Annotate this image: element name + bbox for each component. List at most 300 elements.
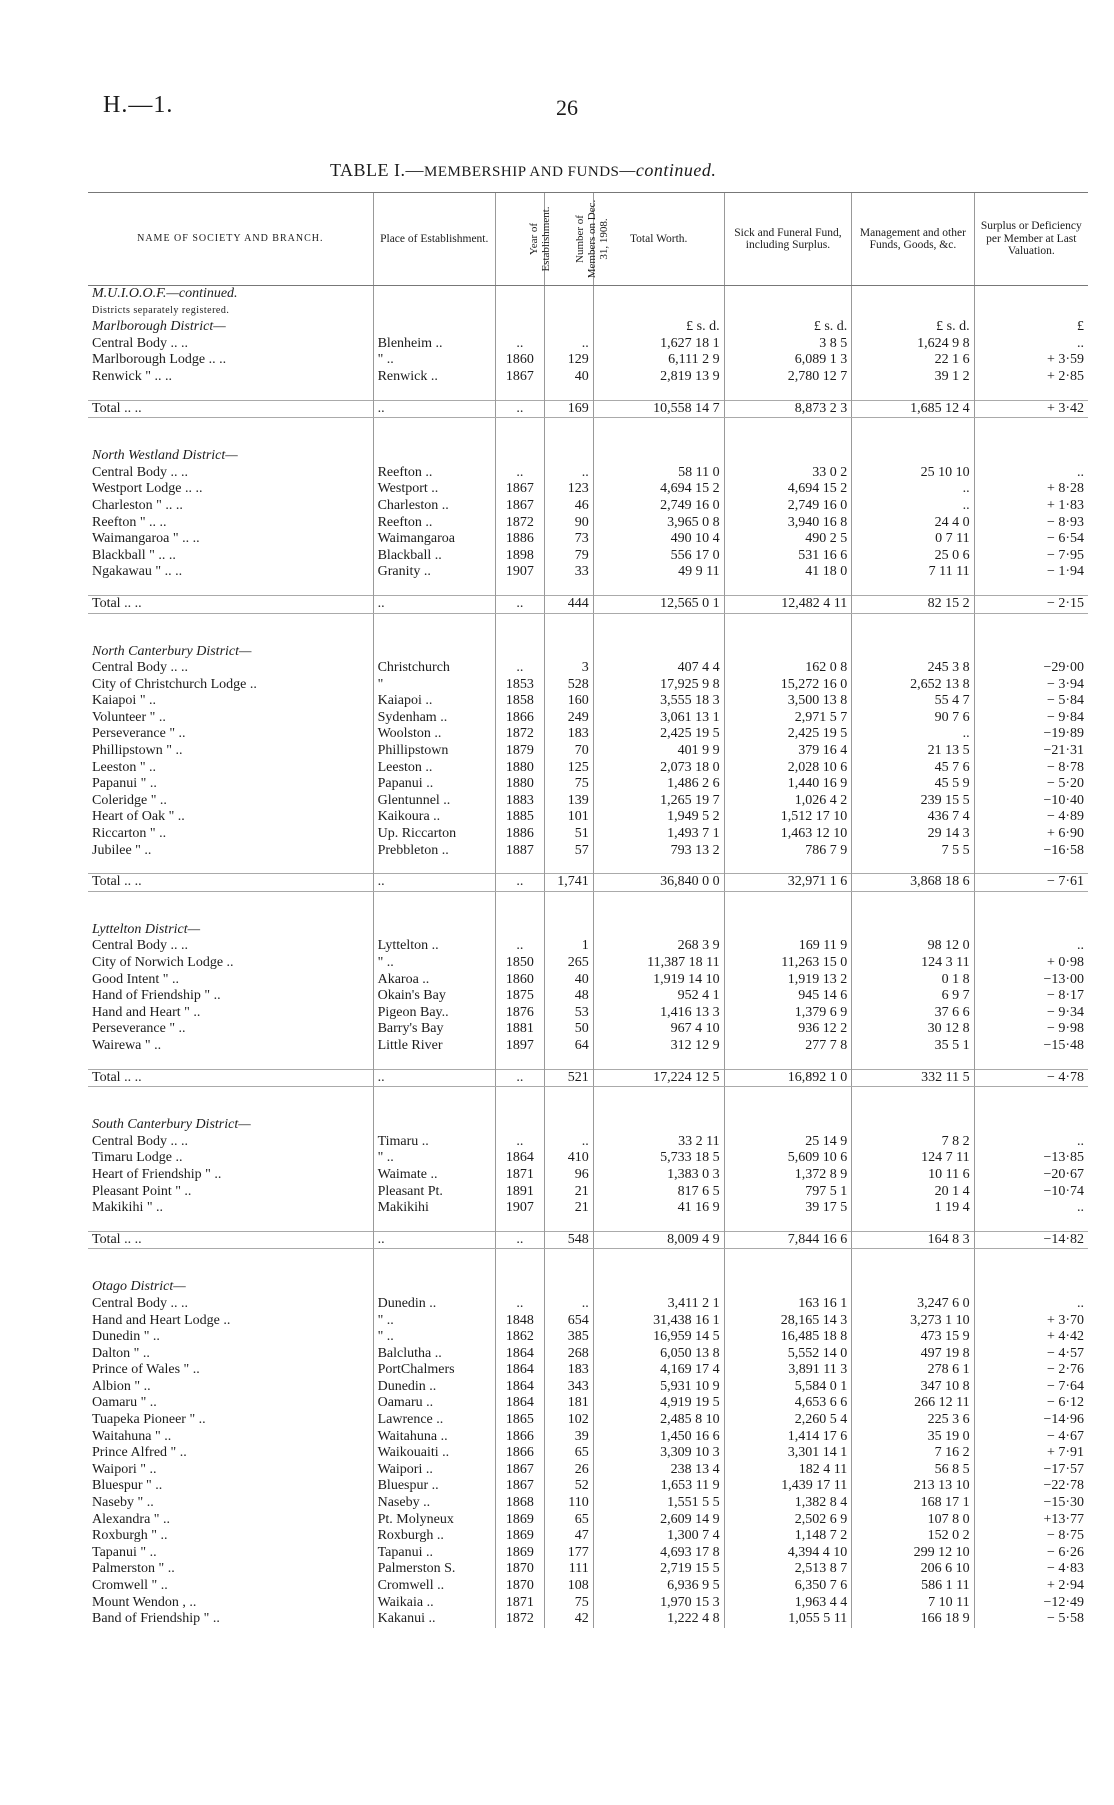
cell-members: 57 [544,843,593,860]
cell-place [373,581,495,596]
cell-worth: 1,265 19 7 [593,793,724,810]
total-row [88,595,1088,613]
cell-worth: 33 2 11 [593,1134,724,1151]
cell-name [88,1249,373,1280]
cell-name: Hand and Heart Lodge .. [92,1312,231,1328]
table-row [88,1134,1088,1151]
cell-mgmt: 347 10 8 [852,1379,974,1396]
cell-mgmt: 3,273 1 10 [852,1313,974,1330]
cell-mgmt: 56 8 5 [852,1462,974,1479]
cell-name: Band of Friendship " .. [92,1611,220,1627]
cell-members: 1 [544,938,593,955]
cell-worth: 4,693 17 8 [593,1545,724,1562]
cell-year: 1897 [495,1038,544,1055]
cell-sick: 162 0 8 [724,660,852,677]
cell-name: Hand and Heart " .. [92,1004,201,1020]
cell-sick [724,1117,852,1134]
cell-worth [593,1279,724,1296]
cell-members: 110 [544,1495,593,1512]
table-row [88,465,1088,482]
cell-sick: 3,500 13 8 [724,693,852,710]
cell-place: Dunedin .. [373,1296,495,1313]
cell-surplus: −17·57 [974,1462,1088,1479]
cell-sick: 786 7 9 [724,843,852,860]
cell-year: 1869 [495,1545,544,1562]
cell-sick [724,1055,852,1070]
cell-members: 177 [544,1545,593,1562]
cell-place: " .. [373,1313,495,1330]
cell-worth: 3,309 10 3 [593,1445,724,1462]
header-year [495,193,552,286]
district-heading-row [88,303,1088,320]
table-row [88,531,1088,548]
cell-mgmt: 2,652 13 8 [852,677,974,694]
table-row [88,1038,1088,1055]
header-row [88,193,1088,286]
cell-place [373,1087,495,1118]
cell-members: 521 [544,1069,593,1087]
table-title [330,160,716,181]
cell-worth: 490 10 4 [593,531,724,548]
cell-surplus: −13·00 [974,972,1088,989]
cell-members: 33 [544,564,593,581]
cell-mgmt: 3,247 6 0 [852,1296,974,1313]
table-row [88,1329,1088,1346]
cell-place: Woolston .. [373,726,495,743]
table-row [88,481,1088,498]
cell-worth: 2,749 16 0 [593,498,724,515]
cell-surplus: −12·49 [974,1595,1088,1612]
cell-mgmt [852,1087,974,1118]
cell-year: 1886 [495,531,544,548]
cell-sick [724,922,852,939]
cell-surplus: − 4·67 [974,1429,1088,1446]
cell-surplus: − 4·89 [974,809,1088,826]
cell-place: Waipori .. [373,1462,495,1479]
cell-name [88,613,373,644]
cell-sick: 1,372 8 9 [724,1167,852,1184]
cell-members: 47 [544,1528,593,1545]
cell-mgmt: 39 1 2 [852,369,974,386]
cell-year: 1871 [495,1167,544,1184]
title-prefix: TABLE I.— [330,160,425,180]
cell-place: .. [373,400,495,418]
cell-name: Leeston " .. [92,759,157,775]
cell-place: Prebbleton .. [373,843,495,860]
cell-year: .. [495,400,544,418]
cell-surplus [974,922,1088,939]
cell-sick: 8,873 2 3 [724,400,852,418]
cell-worth: 1,383 0 3 [593,1167,724,1184]
cell-year: 1864 [495,1150,544,1167]
title-suffix: —continued. [619,160,717,180]
cell-worth: 407 4 4 [593,660,724,677]
cell-sick: 2,502 6 9 [724,1512,852,1529]
cell-members [544,644,593,661]
cell-mgmt: 166 18 9 [852,1611,974,1628]
cell-worth [593,859,724,874]
cell-worth: 5,733 18 5 [593,1150,724,1167]
table-row [88,1429,1088,1446]
cell-worth: 1,949 5 2 [593,809,724,826]
table-row [88,843,1088,860]
cell-sick: 41 18 0 [724,564,852,581]
cell-sick [724,891,852,922]
cell-worth: 1,551 5 5 [593,1495,724,1512]
cell-sick: 32,971 1 6 [724,874,852,892]
table-row [88,1362,1088,1379]
spacer-row [88,1217,1088,1232]
cell-name: Papanui " .. [92,776,157,792]
cell-worth: 16,959 14 5 [593,1329,724,1346]
cell-sick: 1,148 7 2 [724,1528,852,1545]
table-row [88,776,1088,793]
table-row [88,660,1088,677]
header-surplus: Surplus or Deficiency per Member at Last Valuation. [974,193,1088,286]
cell-year: .. [495,1069,544,1087]
cell-year: 1883 [495,793,544,810]
cell-members: 528 [544,677,593,694]
cell-worth: 6,936 9 5 [593,1578,724,1595]
cell-worth [593,386,724,401]
cell-sick: 6,089 1 3 [724,352,852,369]
cell-name: North Westland District— [92,448,238,464]
total-row [88,1069,1088,1087]
cell-surplus: − 8·78 [974,760,1088,777]
cell-members: 385 [544,1329,593,1346]
spacer-row [88,386,1088,401]
cell-place: Bluespur .. [373,1478,495,1495]
cell-place: Glentunnel .. [373,793,495,810]
cell-year: 1907 [495,1200,544,1217]
cell-mgmt: .. [852,481,974,498]
cell-name: Central Body .. .. [92,660,189,676]
cell-name: Roxburgh " .. [92,1528,168,1544]
cell-surplus: − 5·20 [974,776,1088,793]
cell-name: Prince Alfred " .. [92,1445,187,1461]
cell-year: 1865 [495,1412,544,1429]
cell-surplus: − 4·78 [974,1069,1088,1087]
cell-year: .. [495,1296,544,1313]
table-row [88,726,1088,743]
cell-worth [593,448,724,465]
cell-year [495,319,544,336]
cell-place: .. [373,595,495,613]
cell-surplus: − 9·34 [974,1005,1088,1022]
cell-mgmt: 0 7 11 [852,531,974,548]
cell-sick: 277 7 8 [724,1038,852,1055]
cell-mgmt [852,613,974,644]
cell-year: 1853 [495,677,544,694]
cell-place [373,1249,495,1280]
cell-sick: 2,780 12 7 [724,369,852,386]
cell-worth: 17,224 12 5 [593,1069,724,1087]
cell-sick: 1,963 4 4 [724,1595,852,1612]
cell-worth: 12,565 0 1 [593,595,724,613]
cell-worth: 41 16 9 [593,1200,724,1217]
cell-year [495,922,544,939]
cell-sick: 5,584 0 1 [724,1379,852,1396]
cell-surplus [974,448,1088,465]
cell-worth: 6,111 2 9 [593,352,724,369]
cell-worth: 1,919 14 10 [593,972,724,989]
cell-mgmt [852,386,974,401]
cell-sick: 11,263 15 0 [724,955,852,972]
cell-place: Christchurch [373,660,495,677]
cell-surplus [974,859,1088,874]
cell-mgmt: 24 4 0 [852,515,974,532]
cell-year: .. [495,1134,544,1151]
cell-sick: 1,379 6 9 [724,1005,852,1022]
cell-sick: 6,350 7 6 [724,1578,852,1595]
cell-worth: 1,627 18 1 [593,336,724,353]
cell-name: Coleridge " .. [92,792,167,808]
cell-mgmt: 124 7 11 [852,1150,974,1167]
cell-surplus: +13·77 [974,1512,1088,1529]
cell-surplus [974,286,1088,303]
cell-year [495,448,544,465]
cell-mgmt: 278 6 1 [852,1362,974,1379]
cell-worth [593,581,724,596]
cell-place: Phillipstown [373,743,495,760]
cell-mgmt: 30 12 8 [852,1021,974,1038]
cell-name: Heart of Friendship " .. [92,1166,222,1182]
cell-members: 51 [544,826,593,843]
cell-name: Cromwell " .. [92,1578,168,1593]
cell-surplus: −13·85 [974,1150,1088,1167]
total-row [88,1231,1088,1249]
cell-place: Up. Riccarton [373,826,495,843]
cell-year: .. [495,595,544,613]
cell-year: 1872 [495,726,544,743]
cell-surplus: −14·96 [974,1412,1088,1429]
cell-mgmt [852,1055,974,1070]
cell-name: Central Body .. .. [92,1133,189,1149]
table-row [88,1021,1088,1038]
cell-place: Renwick .. [373,369,495,386]
cell-surplus: .. [974,336,1088,353]
cell-name: City of Christchurch Lodge .. [92,676,257,692]
cell-year: 1871 [495,1595,544,1612]
table-row [88,1528,1088,1545]
cell-surplus [974,386,1088,401]
table-row [88,955,1088,972]
cell-members: 21 [544,1184,593,1201]
cell-members: 50 [544,1021,593,1038]
cell-place: Reefton .. [373,515,495,532]
table-row [88,760,1088,777]
cell-mgmt: 29 14 3 [852,826,974,843]
cell-year [495,891,544,922]
table-row [88,1313,1088,1330]
cell-name: Timaru Lodge .. [92,1150,183,1166]
cell-place [373,613,495,644]
cell-place: Sydenham .. [373,710,495,727]
cell-members: .. [544,336,593,353]
cell-place: .. [373,874,495,892]
cell-surplus: − 8·75 [974,1528,1088,1545]
cell-name: Heart of Oak " .. [92,809,185,825]
table-row [88,1512,1088,1529]
table-row [88,938,1088,955]
cell-members: 90 [544,515,593,532]
cell-members: 343 [544,1379,593,1396]
cell-sick: 945 14 6 [724,988,852,1005]
table-row [88,1346,1088,1363]
table-row [88,1445,1088,1462]
cell-surplus: −10·74 [974,1184,1088,1201]
spacer-row [88,891,1088,922]
header-members-label: Number of Members on Dec. 31, 1908. [573,199,610,279]
cell-surplus: + 0·98 [974,955,1088,972]
cell-name: Blackball " .. .. [92,547,176,563]
cell-worth: 36,840 0 0 [593,874,724,892]
cell-year [495,1055,544,1070]
table-row [88,826,1088,843]
cell-surplus: + 6·90 [974,826,1088,843]
cell-members: 444 [544,595,593,613]
cell-members: 139 [544,793,593,810]
cell-mgmt [852,448,974,465]
cell-worth: 2,485 8 10 [593,1412,724,1429]
cell-name: Perseverance " .. [92,726,186,742]
cell-place: " .. [373,955,495,972]
cell-mgmt: 98 12 0 [852,938,974,955]
cell-worth: 238 13 4 [593,1462,724,1479]
cell-mgmt: 245 3 8 [852,660,974,677]
table-row [88,1379,1088,1396]
district-heading-row [88,1279,1088,1296]
cell-members: 268 [544,1346,593,1363]
cell-surplus: − 8·93 [974,515,1088,532]
cell-mgmt: 55 4 7 [852,693,974,710]
cell-mgmt [852,1279,974,1296]
cell-sick: 4,653 6 6 [724,1395,852,1412]
cell-surplus: .. [974,938,1088,955]
cell-mgmt: 90 7 6 [852,710,974,727]
cell-year [495,613,544,644]
spacer-row [88,859,1088,874]
cell-surplus: − 3·94 [974,677,1088,694]
cell-members [544,448,593,465]
cell-year: 1872 [495,1611,544,1628]
cell-sick: 2,513 8 7 [724,1561,852,1578]
cell-year: .. [495,465,544,482]
cell-members: 410 [544,1150,593,1167]
cell-year: 1864 [495,1395,544,1412]
cell-members: 108 [544,1578,593,1595]
cell-members: 96 [544,1167,593,1184]
cell-members [544,1117,593,1134]
table-row [88,336,1088,353]
table-row [88,1611,1088,1628]
cell-members: 39 [544,1429,593,1446]
cell-sick: 2,425 19 5 [724,726,852,743]
cell-place: Leeston .. [373,760,495,777]
spacer-row [88,1249,1088,1280]
district-heading-row [88,448,1088,465]
cell-year: 1880 [495,760,544,777]
cell-members: 111 [544,1561,593,1578]
cell-mgmt: 124 3 11 [852,955,974,972]
cell-year: 1864 [495,1362,544,1379]
cell-name: Charleston " .. .. [92,497,183,513]
cell-worth [593,891,724,922]
cell-worth: 2,719 15 5 [593,1561,724,1578]
table-row [88,548,1088,565]
cell-mgmt: 107 8 0 [852,1512,974,1529]
cell-surplus: −14·82 [974,1231,1088,1249]
cell-mgmt [852,303,974,320]
cell-place: Lawrence .. [373,1412,495,1429]
cell-name [88,581,373,596]
cell-mgmt: 225 3 6 [852,1412,974,1429]
cell-members: 101 [544,809,593,826]
cell-mgmt [852,891,974,922]
cell-worth [593,1249,724,1280]
cell-mgmt: 239 15 5 [852,793,974,810]
table-row [88,1578,1088,1595]
cell-members: 75 [544,1595,593,1612]
cell-surplus: − 1·94 [974,564,1088,581]
cell-members: 265 [544,955,593,972]
cell-surplus: − 7·61 [974,874,1088,892]
cell-members: 53 [544,1005,593,1022]
cell-members [544,386,593,401]
table-row [88,515,1088,532]
cell-members: 65 [544,1445,593,1462]
cell-year: 1867 [495,369,544,386]
cell-mgmt [852,286,974,303]
cell-mgmt: .. [852,726,974,743]
cell-members [544,1249,593,1280]
cell-worth: 1,300 7 4 [593,1528,724,1545]
cell-mgmt: 473 15 9 [852,1329,974,1346]
cell-worth: 1,450 16 6 [593,1429,724,1446]
cell-members: 249 [544,710,593,727]
cell-year [495,386,544,401]
cell-place: PortChalmers [373,1362,495,1379]
cell-worth: 3,411 2 1 [593,1296,724,1313]
cell-year [495,581,544,596]
cell-year: 1885 [495,809,544,826]
cell-surplus: −15·30 [974,1495,1088,1512]
cell-year: .. [495,660,544,677]
cell-worth [593,1087,724,1118]
cell-name: Central Body .. .. [92,938,189,954]
cell-members: 42 [544,1611,593,1628]
cell-sick: 1,919 13 2 [724,972,852,989]
page-number: 26 [556,95,578,120]
cell-place: Waimate .. [373,1167,495,1184]
cell-place [373,448,495,465]
cell-sick: 5,552 14 0 [724,1346,852,1363]
table-row [88,1395,1088,1412]
cell-place: Granity .. [373,564,495,581]
cell-members [544,581,593,596]
spacer-row [88,418,1088,449]
cell-mgmt: 1 19 4 [852,1200,974,1217]
cell-year: 1866 [495,1429,544,1446]
cell-surplus: + 2·85 [974,369,1088,386]
table-row [88,1005,1088,1022]
cell-year [495,1217,544,1232]
cell-place: Charleston .. [373,498,495,515]
cell-members: 65 [544,1512,593,1529]
cell-mgmt: 213 13 10 [852,1478,974,1495]
cell-members: 125 [544,760,593,777]
cell-members: 40 [544,972,593,989]
